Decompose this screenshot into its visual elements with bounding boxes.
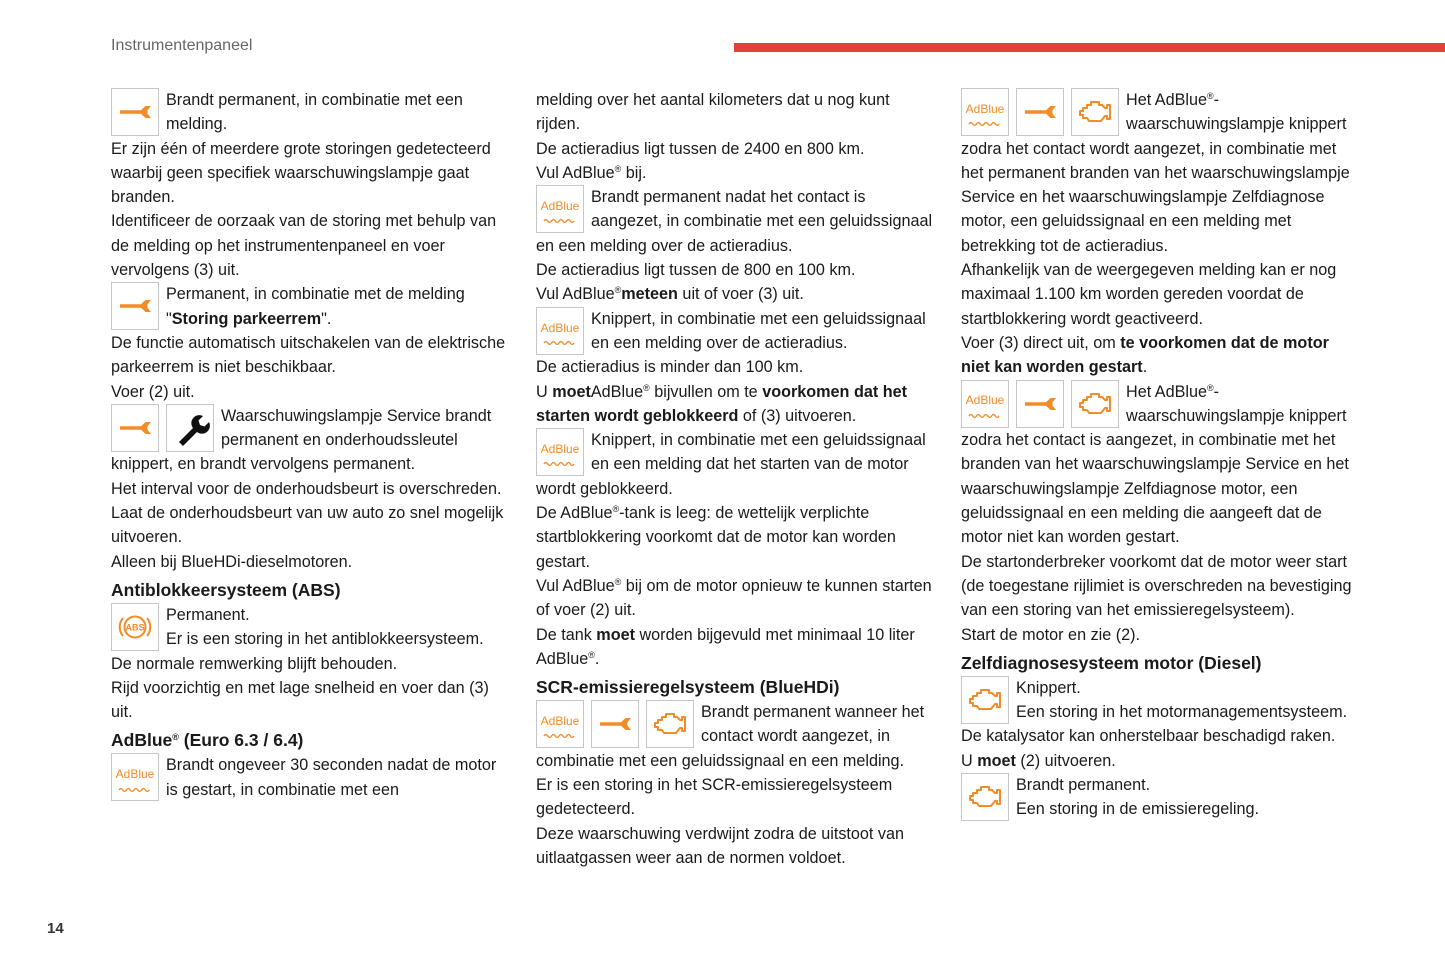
block-text: Brandt permanent nadat het contact is aangezet, in combinatie met een geluidssignaal en een melding over de actieradius. bbox=[536, 188, 933, 255]
block-text: Permanent. Er is een storing in het antiblokkeersysteem. bbox=[166, 605, 484, 649]
section-heading-diagnosis: Zelfdiagnosesysteem motor (Diesel) bbox=[961, 652, 1262, 673]
maintenance-key-icon bbox=[166, 404, 214, 452]
warning-block-adblue-start bbox=[111, 753, 511, 802]
paragraph: Voer (2) uit. bbox=[111, 382, 195, 401]
paragraph: Start de motor en zie (2). bbox=[961, 625, 1141, 644]
warning-block-service bbox=[111, 88, 511, 137]
warning-block-engine-permanent bbox=[961, 773, 1361, 822]
service-wrench-icon bbox=[1016, 380, 1064, 428]
paragraph: De actieradius ligt tussen de 2400 en 800 km. bbox=[536, 139, 865, 158]
engine-icon bbox=[961, 676, 1009, 724]
block-text: Het AdBlue®-waarschuwingslampje knippert zodra het contact wordt aangezet, in combinatie met het permanent branden van het waarschuwingslampje Service en het waarschuwingslampje Zelfdiagnose motor, een geluidssignaal en een melding met betrekking tot de actieradius. bbox=[961, 91, 1350, 255]
paragraph: De katalysator kan onherstelbaar beschadigd raken. bbox=[961, 727, 1336, 746]
section-heading-adblue: AdBlue® (Euro 6.3 / 6.4) bbox=[111, 730, 304, 751]
page-number: 14 bbox=[47, 920, 64, 937]
section-heading-abs: Antiblokkeersysteem (ABS) bbox=[111, 579, 341, 600]
warning-block-adblue-permanent bbox=[536, 185, 936, 258]
paragraph: Er zijn één of meerdere grote storingen gedetecteerd waarbij geen specifiek waarschuwingslampje gaat branden. bbox=[111, 139, 491, 207]
service-wrench-icon bbox=[111, 282, 159, 330]
adblue-icon: AdBlue bbox=[961, 380, 1009, 428]
paragraph: Vul AdBlue®meteen uit of voer (3) uit. bbox=[536, 285, 804, 304]
adblue-icon: AdBlue bbox=[536, 700, 584, 748]
adblue-icon: AdBlue bbox=[111, 753, 159, 801]
column-2 bbox=[536, 88, 936, 870]
service-wrench-icon bbox=[111, 404, 159, 452]
header-accent-bar bbox=[734, 43, 1445, 52]
paragraph: Rijd voorzichtig en met lage snelheid en voer dan (3) uit. bbox=[111, 678, 489, 722]
adblue-icon: AdBlue bbox=[536, 307, 584, 355]
paragraph: Laat de onderhoudsbeurt van uw auto zo snel mogelijk uitvoeren. bbox=[111, 504, 504, 547]
header-title: Instrumentenpaneel bbox=[111, 37, 253, 54]
engine-icon bbox=[961, 773, 1009, 821]
paragraph: De startonderbreker voorkomt dat de motor weer start (de toegestane rijlimiet is overschreden na bevestiging van een storing van het emissieregelsysteem). bbox=[961, 552, 1352, 620]
paragraph: Alleen bij BlueHDi-dieselmotoren. bbox=[111, 552, 353, 571]
paragraph: De tank moet worden bijgevuld met minimaal 10 liter AdBlue®. bbox=[536, 625, 915, 668]
warning-block-adblue-flashing bbox=[536, 307, 936, 356]
paragraph: De functie automatisch uitschakelen van de elektrische parkeerrem is niet beschikbaar. bbox=[111, 333, 506, 377]
block-text: Brandt permanent wanneer het contact wordt aangezet, in combinatie met een geluidssignaal en een melding. bbox=[536, 703, 925, 770]
section-heading-scr: SCR-emissieregelsysteem (BlueHDi) bbox=[536, 677, 840, 698]
engine-icon bbox=[1071, 380, 1119, 428]
engine-icon bbox=[1071, 88, 1119, 136]
column-3 bbox=[961, 88, 1361, 822]
adblue-icon: AdBlue bbox=[536, 185, 584, 233]
abs-icon-label: ABS bbox=[125, 622, 145, 633]
paragraph: Vul AdBlue® bij. bbox=[536, 163, 647, 182]
service-wrench-icon bbox=[591, 700, 639, 748]
adblue-icon: AdBlue bbox=[961, 88, 1009, 136]
service-wrench-icon bbox=[111, 88, 159, 136]
warning-block-abs bbox=[111, 603, 511, 652]
paragraph: U moetAdBlue® bijvullen om te voorkomen dat het starten wordt geblokkeerd of (3) uitvoeren. bbox=[536, 382, 907, 425]
warning-block-maintenance bbox=[111, 404, 511, 477]
block-text: Knippert. Een storing in het motormanagementsysteem. bbox=[1016, 678, 1348, 722]
block-text: Permanent, in combinatie met de melding "Storing parkeerrem". bbox=[166, 285, 465, 328]
column-1 bbox=[111, 88, 511, 802]
service-wrench-icon bbox=[1016, 88, 1064, 136]
block-text: Het AdBlue®-waarschuwingslampje knippert zodra het contact is aangezet, in combinatie met het branden van het waarschuwingslampje Service en het waarschuwingslampje Zelfdiagnose motor, een geluidssignaal en een melding die aangeeft dat de motor niet kan worden gestart. bbox=[961, 382, 1349, 547]
block-text: Waarschuwingslampje Service brandt permanent en onderhoudssleutel knippert, en brandt vervolgens permanent. bbox=[111, 406, 492, 474]
warning-block-scr bbox=[536, 700, 936, 773]
paragraph: Het interval voor de onderhoudsbeurt is overschreden. bbox=[111, 479, 502, 498]
engine-icon bbox=[646, 700, 694, 748]
warning-block-adblue-service-engine bbox=[961, 88, 1361, 258]
block-text: Brandt ongeveer 30 seconden nadat de motor is gestart, in combinatie met een bbox=[166, 756, 497, 799]
paragraph: Er is een storing in het SCR-emissieregelsysteem gedetecteerd. bbox=[536, 776, 893, 819]
paragraph: Afhankelijk van de weergegeven melding kan er nog maximaal 1.100 km worden gereden voordat de startblokkering wordt geactiveerd. bbox=[961, 261, 1337, 328]
block-text: Brandt permanent, in combinatie met een melding. bbox=[166, 91, 463, 134]
paragraph: Identificeer de oorzaak van de storing met behulp van de melding op het instrumentenpaneel en voer vervolgens (3) uit. bbox=[111, 212, 497, 280]
warning-block-adblue-start-blocked bbox=[961, 380, 1361, 550]
warning-block-parking-brake bbox=[111, 282, 511, 331]
paragraph: De normale remwerking blijft behouden. bbox=[111, 654, 398, 673]
block-text: Brandt permanent. Een storing in de emissieregeling. bbox=[1016, 776, 1259, 819]
paragraph: De AdBlue®-tank is leeg: de wettelijk verplichte startblokkering voorkomt dat de motor kan worden gestart. bbox=[536, 504, 896, 571]
adblue-icon: AdBlue bbox=[536, 428, 584, 476]
paragraph: melding over het aantal kilometers dat u nog kunt rijden. bbox=[536, 91, 890, 134]
warning-block-adblue-blocked bbox=[536, 428, 936, 501]
paragraph: De actieradius is minder dan 100 km. bbox=[536, 358, 804, 377]
block-text: Knippert, in combinatie met een geluidssignaal en een melding over de actieradius. bbox=[591, 309, 926, 352]
paragraph: Deze waarschuwing verdwijnt zodra de uitstoot van uitlaatgassen weer aan de normen voldoet. bbox=[536, 824, 905, 867]
warning-block-engine-flashing bbox=[961, 676, 1361, 725]
paragraph: Vul AdBlue® bij om de motor opnieuw te kunnen starten of voer (2) uit. bbox=[536, 576, 932, 620]
paragraph: U moet (2) uitvoeren. bbox=[961, 751, 1116, 770]
block-text: Knippert, in combinatie met een geluidssignaal en een melding dat het starten van de motor wordt geblokkeerd. bbox=[536, 431, 926, 498]
paragraph: Voer (3) direct uit, om te voorkomen dat de motor niet kan worden gestart. bbox=[961, 333, 1329, 377]
paragraph: De actieradius ligt tussen de 800 en 100 km. bbox=[536, 261, 856, 280]
abs-icon bbox=[111, 603, 159, 651]
